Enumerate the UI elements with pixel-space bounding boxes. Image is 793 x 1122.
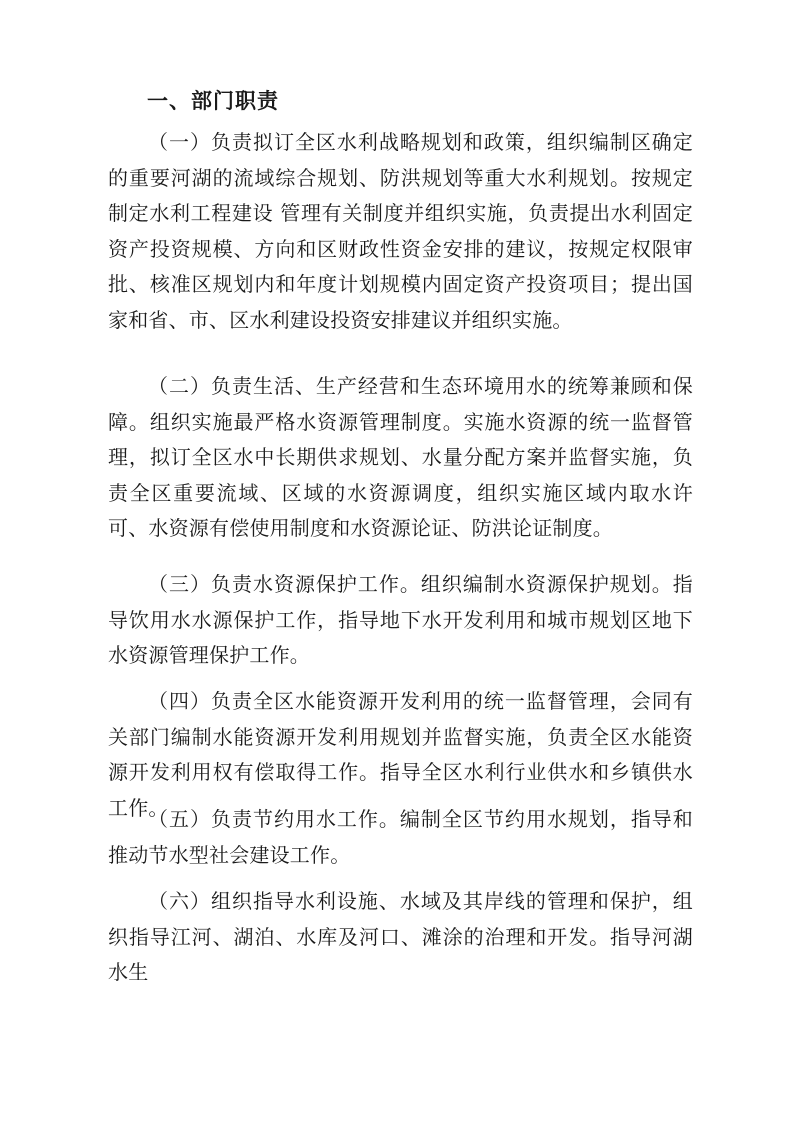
section-heading: 一、部门职责 <box>147 89 279 113</box>
paragraph-duty-2: （二）负责生活、生产经营和生态环境用水的统筹兼顾和保障。组织实施最严格水资源管理制度。实施水资源的统一监督管理，拟订全区水中长期供求规划、水量分配方案并监督实施，负责全区重要流域、区域的水资源调度，组织实施区域内取水许可、水资源有偿使用制度和水资源论证、防洪论证制度。 <box>108 374 693 540</box>
paragraph-duty-4: （四）负责全区水能资源开发利用的统一监督管理，会同有关部门编制水能资源开发利用规划并监督实施，负责全区水能资源开发利用权有偿取得工作。指导全区水利行业供水和乡镇供水工作。 <box>108 689 693 820</box>
paragraph-duty-5: （五）负责节约用水工作。编制全区节约用水规划，指导和推动节水型社会建设工作。 <box>108 807 693 867</box>
paragraph-duty-1: （一）负责拟订全区水利战略规划和政策，组织编制区确定的重要河湖的流域综合规划、防洪规划等重大水利规划。按规定制定水利工程建设 管理有关制度并组织实施，负责提出水利固定资产投资规模、方向和区财政性资金安排的建议，按规定权限审批、核准区规划内和年度计划规模内固定资产投资项目；提出国家和省、市、区水利建设投资安排建议并组织实施。 <box>108 130 693 332</box>
paragraph-duty-3: （三）负责水资源保护工作。组织编制水资源保护规划。指导饮用水水源保护工作，指导地下水开发利用和城市规划区地下水资源管理保护工作。 <box>108 572 693 667</box>
paragraph-duty-6: （六）组织指导水利设施、水域及其岸线的管理和保护，组织指导江河、湖泊、水库及河口、滩涂的治理和开发。指导河湖水生 <box>108 889 693 984</box>
